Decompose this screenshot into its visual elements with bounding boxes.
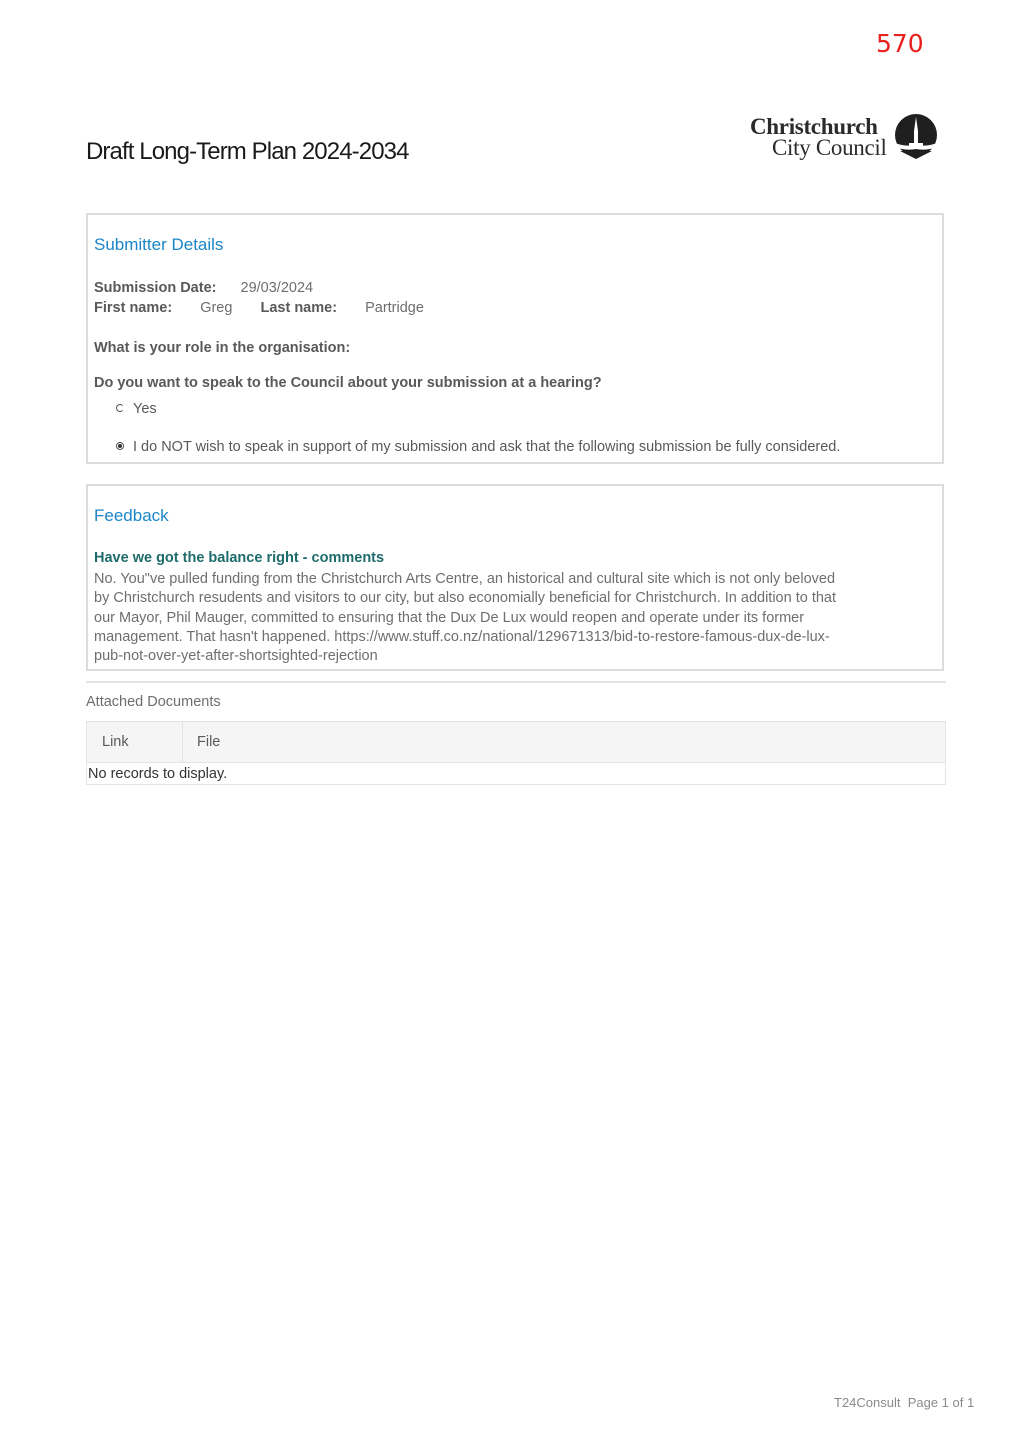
table-header bbox=[87, 722, 945, 763]
page-number: 570 bbox=[876, 29, 924, 58]
name-row bbox=[94, 300, 424, 316]
submission-date-value: 29/03/2024 bbox=[240, 280, 314, 296]
first-name-value: Greg bbox=[200, 300, 233, 316]
hearing-question: Do you want to speak to the Council about your submission at a hearing? bbox=[94, 375, 602, 391]
last-name-value: Partridge bbox=[365, 300, 424, 316]
column-header-file[interactable]: File bbox=[197, 734, 221, 750]
hearing-option-no-label: I do NOT wish to speak in support of my submission and ask that the following submission be fully considered. bbox=[133, 439, 841, 455]
council-logo bbox=[748, 113, 940, 163]
section-divider bbox=[86, 681, 946, 683]
submitter-details-panel bbox=[86, 213, 944, 464]
feedback-panel bbox=[86, 484, 944, 671]
last-name-label: Last name: bbox=[260, 300, 338, 316]
radio-unselected-icon[interactable] bbox=[116, 404, 124, 412]
hearing-option-yes-label: Yes bbox=[133, 401, 157, 417]
attached-documents-title: Attached Documents bbox=[86, 694, 221, 710]
feedback-question: Have we got the balance right - comments bbox=[94, 550, 385, 566]
logo-line-1: Christchurch bbox=[750, 114, 878, 139]
hearing-option-yes[interactable] bbox=[116, 401, 157, 417]
submission-date-label: Submission Date: bbox=[94, 280, 217, 296]
feedback-comment: No. You"ve pulled funding from the Christchurch Arts Centre, an historical and cultural site which is not only beloved by Christchurch resudents and visitors to our city, but also economially beneficial for Christchurch. In addition to that our Mayor, Phil Mauger, committed to ensuring that the Dux De Lux would reopen and operate under its former management. That hasn't happened. https://www.stuff.co.nz/national/129671313/bid-to-restore-famous-dux-de-lux-pub-not-over-yet-after-shortsighted-rejection bbox=[94, 571, 837, 665]
role-question: What is your role in the organisation: bbox=[94, 340, 351, 356]
cathedral-emblem-icon bbox=[892, 113, 940, 159]
hearing-option-no[interactable] bbox=[116, 439, 840, 455]
column-header-link[interactable]: Link bbox=[87, 722, 183, 762]
radio-selected-icon[interactable] bbox=[116, 442, 124, 450]
logo-line-2: City Council bbox=[772, 135, 887, 160]
document-title: Draft Long-Term Plan 2024-2034 bbox=[86, 138, 409, 165]
feedback-heading: Feedback bbox=[94, 506, 169, 525]
attached-documents-table bbox=[86, 721, 946, 785]
submitter-details-heading: Submitter Details bbox=[94, 235, 224, 254]
submission-date-row bbox=[94, 280, 313, 296]
first-name-label: First name: bbox=[94, 300, 173, 316]
empty-table-message: No records to display. bbox=[88, 766, 228, 782]
page-footer: T24Consult Page 1 of 1 bbox=[834, 1395, 975, 1410]
